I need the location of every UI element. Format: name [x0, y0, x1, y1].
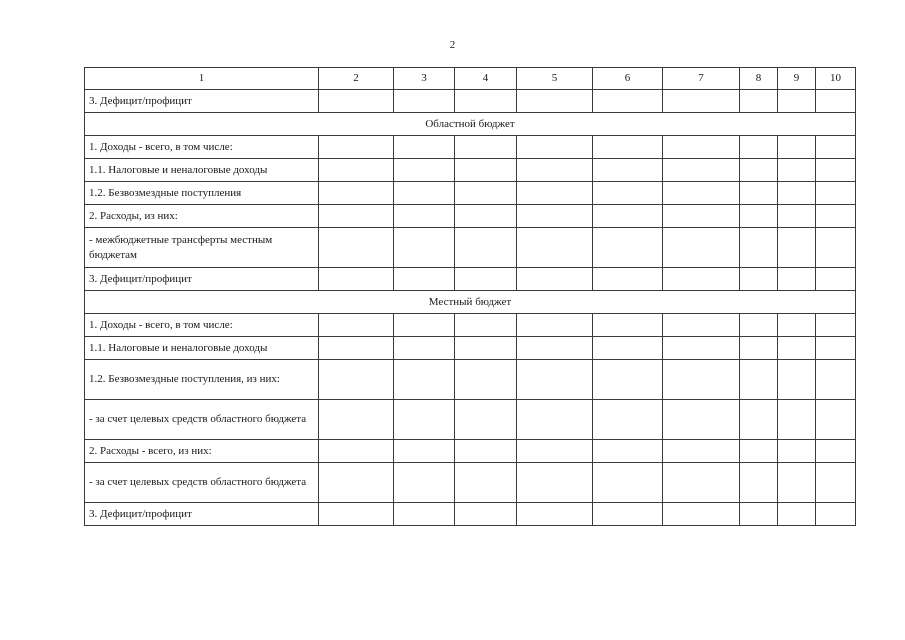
value-cell-col-8[interactable] — [740, 159, 778, 182]
value-cell-col-10[interactable] — [816, 463, 856, 503]
value-cell-col-2[interactable] — [319, 337, 394, 360]
column-header-8: 8 — [740, 68, 778, 90]
value-cell-col-5[interactable] — [517, 400, 593, 440]
value-cell-col-9[interactable] — [778, 90, 816, 113]
column-header-4: 4 — [455, 68, 517, 90]
value-cell-col-6[interactable] — [593, 205, 663, 228]
value-cell-col-4[interactable] — [455, 268, 517, 291]
value-cell-col-7[interactable] — [663, 440, 740, 463]
value-cell-col-3[interactable] — [394, 360, 455, 400]
value-cell-col-3[interactable] — [394, 90, 455, 113]
value-cell-col-5[interactable] — [517, 136, 593, 159]
row-label: 2. Расходы - всего, из них: — [85, 440, 319, 463]
value-cell-col-10[interactable] — [816, 159, 856, 182]
value-cell-col-8[interactable] — [740, 228, 778, 268]
value-cell-col-6[interactable] — [593, 268, 663, 291]
value-cell-col-8[interactable] — [740, 440, 778, 463]
value-cell-col-2[interactable] — [319, 136, 394, 159]
value-cell-col-2[interactable] — [319, 463, 394, 503]
value-cell-col-4[interactable] — [455, 228, 517, 268]
row-label: - за счет целевых средств областного бюджета — [85, 463, 319, 503]
value-cell-col-4[interactable] — [455, 314, 517, 337]
value-cell-col-6[interactable] — [593, 90, 663, 113]
value-cell-col-2[interactable] — [319, 205, 394, 228]
value-cell-col-6[interactable] — [593, 503, 663, 526]
value-cell-col-7[interactable] — [663, 90, 740, 113]
value-cell-col-10[interactable] — [816, 136, 856, 159]
column-header-9: 9 — [778, 68, 816, 90]
table-row — [85, 182, 856, 205]
value-cell-col-9[interactable] — [778, 228, 816, 268]
value-cell-col-8[interactable] — [740, 268, 778, 291]
value-cell-col-5[interactable] — [517, 182, 593, 205]
value-cell-col-2[interactable] — [319, 314, 394, 337]
value-cell-col-7[interactable] — [663, 182, 740, 205]
table-row — [85, 90, 856, 113]
value-cell-col-7[interactable] — [663, 159, 740, 182]
value-cell-col-8[interactable] — [740, 182, 778, 205]
value-cell-col-6[interactable] — [593, 337, 663, 360]
value-cell-col-2[interactable] — [319, 440, 394, 463]
row-label: 1.1. Налоговые и неналоговые доходы — [85, 159, 319, 182]
value-cell-col-5[interactable] — [517, 90, 593, 113]
value-cell-col-5[interactable] — [517, 159, 593, 182]
value-cell-col-3[interactable] — [394, 228, 455, 268]
table-row — [85, 400, 856, 440]
value-cell-col-6[interactable] — [593, 463, 663, 503]
value-cell-col-3[interactable] — [394, 136, 455, 159]
table-row — [85, 228, 856, 268]
value-cell-col-4[interactable] — [455, 337, 517, 360]
table-row — [85, 503, 856, 526]
value-cell-col-6[interactable] — [593, 228, 663, 268]
value-cell-col-8[interactable] — [740, 463, 778, 503]
value-cell-col-7[interactable] — [663, 205, 740, 228]
table-row — [85, 136, 856, 159]
value-cell-col-2[interactable] — [319, 228, 394, 268]
value-cell-col-8[interactable] — [740, 400, 778, 440]
column-header-1: 1 — [85, 68, 319, 90]
table-row — [85, 314, 856, 337]
value-cell-col-2[interactable] — [319, 90, 394, 113]
row-label: 1.2. Безвозмездные поступления — [85, 182, 319, 205]
row-label: 2. Расходы, из них: — [85, 205, 319, 228]
value-cell-col-2[interactable] — [319, 159, 394, 182]
value-cell-col-4[interactable] — [455, 503, 517, 526]
value-cell-col-3[interactable] — [394, 503, 455, 526]
value-cell-col-9[interactable] — [778, 205, 816, 228]
table-row — [85, 268, 856, 291]
value-cell-col-9[interactable] — [778, 314, 816, 337]
value-cell-col-2[interactable] — [319, 182, 394, 205]
value-cell-col-7[interactable] — [663, 136, 740, 159]
value-cell-col-4[interactable] — [455, 400, 517, 440]
column-header-2: 2 — [319, 68, 394, 90]
value-cell-col-3[interactable] — [394, 182, 455, 205]
value-cell-col-6[interactable] — [593, 440, 663, 463]
value-cell-col-6[interactable] — [593, 159, 663, 182]
value-cell-col-10[interactable] — [816, 268, 856, 291]
value-cell-col-10[interactable] — [816, 228, 856, 268]
value-cell-col-2[interactable] — [319, 360, 394, 400]
value-cell-col-9[interactable] — [778, 440, 816, 463]
value-cell-col-7[interactable] — [663, 463, 740, 503]
value-cell-col-5[interactable] — [517, 360, 593, 400]
value-cell-col-5[interactable] — [517, 503, 593, 526]
table-row — [85, 205, 856, 228]
table-row — [85, 337, 856, 360]
row-label: 3. Дефицит/профицит — [85, 90, 319, 113]
value-cell-col-3[interactable] — [394, 337, 455, 360]
value-cell-col-3[interactable] — [394, 205, 455, 228]
row-label: - межбюджетные трансферты местным бюджетам — [85, 228, 319, 268]
table-row — [85, 440, 856, 463]
value-cell-col-7[interactable] — [663, 503, 740, 526]
row-label: 3. Дефицит/профицит — [85, 268, 319, 291]
value-cell-col-3[interactable] — [394, 314, 455, 337]
value-cell-col-7[interactable] — [663, 337, 740, 360]
value-cell-col-3[interactable] — [394, 268, 455, 291]
value-cell-col-2[interactable] — [319, 400, 394, 440]
value-cell-col-5[interactable] — [517, 228, 593, 268]
value-cell-col-4[interactable] — [455, 159, 517, 182]
value-cell-col-4[interactable] — [455, 360, 517, 400]
value-cell-col-4[interactable] — [455, 136, 517, 159]
value-cell-col-4[interactable] — [455, 463, 517, 503]
column-header-6: 6 — [593, 68, 663, 90]
column-header-5: 5 — [517, 68, 593, 90]
value-cell-col-2[interactable] — [319, 268, 394, 291]
value-cell-col-9[interactable] — [778, 136, 816, 159]
value-cell-col-7[interactable] — [663, 268, 740, 291]
value-cell-col-9[interactable] — [778, 337, 816, 360]
table-row — [85, 360, 856, 400]
value-cell-col-9[interactable] — [778, 503, 816, 526]
value-cell-col-2[interactable] — [319, 503, 394, 526]
value-cell-col-7[interactable] — [663, 228, 740, 268]
row-label: 1. Доходы - всего, в том числе: — [85, 136, 319, 159]
value-cell-col-10[interactable] — [816, 182, 856, 205]
value-cell-col-10[interactable] — [816, 503, 856, 526]
value-cell-col-5[interactable] — [517, 314, 593, 337]
value-cell-col-8[interactable] — [740, 205, 778, 228]
row-label: 3. Дефицит/профицит — [85, 503, 319, 526]
value-cell-col-4[interactable] — [455, 440, 517, 463]
table-row — [85, 159, 856, 182]
value-cell-col-9[interactable] — [778, 182, 816, 205]
value-cell-col-4[interactable] — [455, 182, 517, 205]
row-label: - за счет целевых средств областного бюджета — [85, 400, 319, 440]
value-cell-col-5[interactable] — [517, 205, 593, 228]
value-cell-col-6[interactable] — [593, 400, 663, 440]
value-cell-col-9[interactable] — [778, 400, 816, 440]
value-cell-col-6[interactable] — [593, 182, 663, 205]
section-title: Местный бюджет — [85, 291, 856, 314]
table-row — [85, 463, 856, 503]
value-cell-col-3[interactable] — [394, 159, 455, 182]
value-cell-col-3[interactable] — [394, 463, 455, 503]
value-cell-col-9[interactable] — [778, 159, 816, 182]
column-header-3: 3 — [394, 68, 455, 90]
budget-table — [84, 67, 856, 526]
column-header-7: 7 — [663, 68, 740, 90]
value-cell-col-9[interactable] — [778, 463, 816, 503]
value-cell-col-10[interactable] — [816, 440, 856, 463]
value-cell-col-9[interactable] — [778, 268, 816, 291]
value-cell-col-3[interactable] — [394, 440, 455, 463]
column-header-10: 10 — [816, 68, 856, 90]
value-cell-col-10[interactable] — [816, 360, 856, 400]
row-label: 1. Доходы - всего, в том числе: — [85, 314, 319, 337]
value-cell-col-3[interactable] — [394, 400, 455, 440]
value-cell-col-10[interactable] — [816, 400, 856, 440]
row-label: 1.1. Налоговые и неналоговые доходы — [85, 337, 319, 360]
section-header-row — [85, 291, 856, 314]
value-cell-col-6[interactable] — [593, 314, 663, 337]
value-cell-col-5[interactable] — [517, 268, 593, 291]
value-cell-col-6[interactable] — [593, 360, 663, 400]
value-cell-col-5[interactable] — [517, 337, 593, 360]
value-cell-col-10[interactable] — [816, 314, 856, 337]
value-cell-col-10[interactable] — [816, 90, 856, 113]
value-cell-col-10[interactable] — [816, 205, 856, 228]
section-title: Областной бюджет — [85, 113, 856, 136]
value-cell-col-5[interactable] — [517, 463, 593, 503]
section-header-row — [85, 113, 856, 136]
value-cell-col-9[interactable] — [778, 360, 816, 400]
value-cell-col-10[interactable] — [816, 337, 856, 360]
value-cell-col-8[interactable] — [740, 360, 778, 400]
value-cell-col-7[interactable] — [663, 314, 740, 337]
value-cell-col-4[interactable] — [455, 205, 517, 228]
value-cell-col-4[interactable] — [455, 90, 517, 113]
value-cell-col-7[interactable] — [663, 360, 740, 400]
header-row — [85, 68, 856, 90]
value-cell-col-5[interactable] — [517, 440, 593, 463]
value-cell-col-8[interactable] — [740, 337, 778, 360]
value-cell-col-8[interactable] — [740, 136, 778, 159]
page-number: 2 — [449, 39, 456, 51]
value-cell-col-8[interactable] — [740, 90, 778, 113]
row-label: 1.2. Безвозмездные поступления, из них: — [85, 360, 319, 400]
value-cell-col-7[interactable] — [663, 400, 740, 440]
value-cell-col-8[interactable] — [740, 314, 778, 337]
table-body — [85, 68, 856, 526]
value-cell-col-8[interactable] — [740, 503, 778, 526]
value-cell-col-6[interactable] — [593, 136, 663, 159]
